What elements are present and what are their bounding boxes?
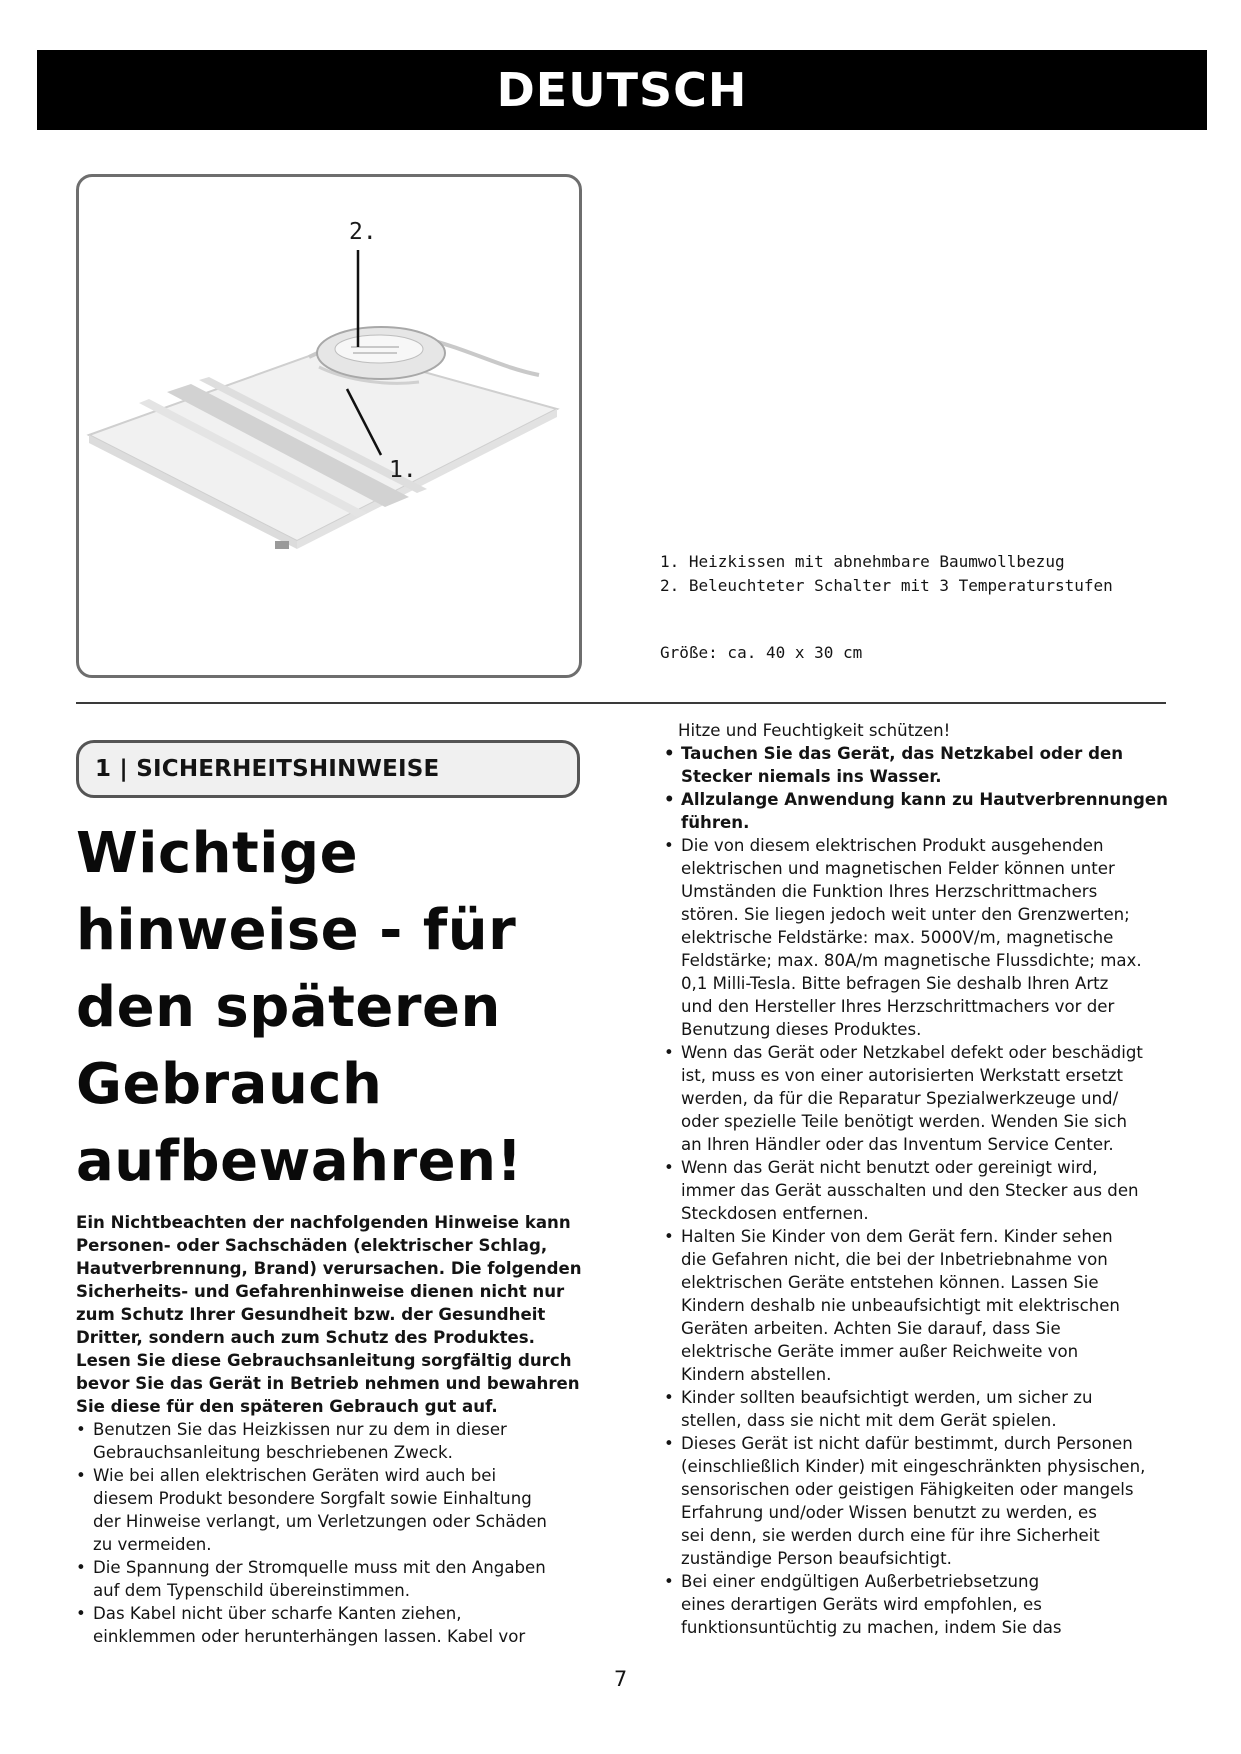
callout-pad: 1.	[389, 457, 417, 483]
bullet-line: Gebrauchsanleitung beschriebenen Zweck.	[93, 1443, 453, 1462]
bullet-line: Benutzung dieses Produktes.	[681, 1020, 922, 1039]
bullet-line: elektrische Feldstärke: max. 5000V/m, magnetische	[681, 928, 1114, 947]
safety-bullet	[664, 834, 1184, 1041]
bullet-line: Stecker niemals ins Wasser.	[681, 767, 942, 786]
heating-pad-illustration	[79, 177, 579, 675]
bullet-line: elektrische Geräte immer außer Reichweite von	[681, 1342, 1079, 1361]
intro-paragraph	[76, 1211, 596, 1418]
safety-bullet	[664, 1041, 1184, 1156]
bullet-line: sei denn, sie werden durch eine für ihre Sicherheit	[681, 1526, 1100, 1545]
bullet-line: Steckdosen entfernen.	[681, 1204, 869, 1223]
safety-bullet	[76, 1556, 596, 1602]
legend-item: 2. Beleuchteter Schalter mit 3 Temperaturstufen	[660, 576, 1113, 595]
bullet-line: führen.	[681, 813, 750, 832]
bullet-line: diesem Produkt besondere Sorgfalt sowie Einhaltung	[93, 1489, 532, 1508]
page-number: 7	[613, 1667, 628, 1691]
section-label-box	[76, 740, 580, 798]
bullet-line: stellen, dass sie nicht mit dem Gerät spielen.	[681, 1411, 1057, 1430]
safety-bullet	[664, 1225, 1184, 1386]
bullet-line: eines derartigen Geräts wird empfohlen, es	[681, 1595, 1042, 1614]
left-text-column	[76, 1211, 596, 1648]
bullet-line: oder spezielle Teile benötigt werden. Wenden Sie sich	[681, 1112, 1128, 1131]
bullet-line: • Das Kabel nicht über scharfe Kanten ziehen,	[93, 1604, 462, 1623]
bullet-line: auf dem Typenschild übereinstimmen.	[93, 1581, 411, 1600]
bullet-line: der Hinweise verlangt, um Verletzungen oder Schäden	[93, 1512, 547, 1531]
language-header-bar	[37, 50, 1207, 130]
intro-line: Personen- oder Sachschäden (elektrischer Schlag,	[76, 1236, 548, 1255]
safety-bullet	[664, 1432, 1184, 1570]
bullet-line: • Allzulange Anwendung kann zu Hautverbrennungen	[681, 790, 1168, 809]
bullet-line: Kindern deshalb nie unbeaufsichtigt mit elektrischen	[681, 1296, 1120, 1315]
bullet-line: an Ihren Händler oder das Inventum Service Center.	[681, 1135, 1114, 1154]
intro-line: Hautverbrennung, Brand) verursachen. Die folgenden	[76, 1259, 582, 1278]
bullet-line: Erfahrung und/oder Wissen benutzt zu werden, es	[681, 1503, 1097, 1522]
intro-line: Sie diese für den späteren Gebrauch gut auf.	[76, 1397, 498, 1416]
bullet-line: zuständige Person beaufsichtigt.	[681, 1549, 952, 1568]
heading-line: aufbewahren!	[76, 1129, 523, 1194]
heading-line: den späteren	[76, 975, 501, 1040]
bullet-line: • Wenn das Gerät nicht benutzt oder gereinigt wird,	[681, 1158, 1098, 1177]
bullet-line: Feldstärke; max. 80A/m magnetische Flussdichte; max.	[681, 951, 1142, 970]
size-note: Größe: ca. 40 x 30 cm	[660, 643, 863, 662]
bullet-line: immer das Gerät ausschalten und den Stecker aus den	[681, 1181, 1139, 1200]
bullet-line: Geräten arbeiten. Achten Sie darauf, dass Sie	[681, 1319, 1061, 1338]
bullet-line: • Halten Sie Kinder von dem Gerät fern. Kinder sehen	[681, 1227, 1113, 1246]
heading-line: Gebrauch	[76, 1052, 383, 1117]
bullet-line: • Die von diesem elektrischen Produkt ausgehenden	[681, 836, 1104, 855]
safety-bullet	[664, 788, 1184, 834]
intro-line: Lesen Sie diese Gebrauchsanleitung sorgfältig durch	[76, 1351, 572, 1370]
bullet-line: Kindern abstellen.	[681, 1365, 832, 1384]
bullet-line: zu vermeiden.	[93, 1535, 212, 1554]
bullet-line: • Die Spannung der Stromquelle muss mit den Angaben	[93, 1558, 546, 1577]
intro-line: Sicherheits- und Gefahrenhinweise dienen nicht nur	[76, 1282, 565, 1301]
bullet-line: • Benutzen Sie das Heizkissen nur zu dem in dieser	[93, 1420, 507, 1439]
safety-bullet	[76, 1418, 596, 1464]
safety-bullet	[664, 742, 1184, 788]
bullet-line: Umständen die Funktion Ihres Herzschrittmachers	[681, 882, 1098, 901]
heading-line: Wichtige	[76, 821, 359, 886]
bullet-line: elektrischen und magnetischen Felder können unter	[681, 859, 1115, 878]
bullet-line: die Gefahren nicht, die bei der Inbetriebnahme von	[681, 1250, 1108, 1269]
safety-bullet	[76, 1464, 596, 1556]
continued-line: Hitze und Feuchtigkeit schützen!	[678, 721, 951, 740]
bullet-line: • Kinder sollten beaufsichtigt werden, um sicher zu	[681, 1388, 1093, 1407]
safety-bullet	[664, 1386, 1184, 1432]
bullet-line: • Tauchen Sie das Gerät, das Netzkabel oder den	[681, 744, 1124, 763]
bullet-line: elektrischen Geräte entstehen können. Lassen Sie	[681, 1273, 1099, 1292]
callout-switch: 2.	[349, 219, 377, 245]
bullet-line: 0,1 Milli-Tesla. Bitte befragen Sie deshalb Ihren Artz	[681, 974, 1109, 993]
bullet-line: • Wie bei allen elektrischen Geräten wird auch bei	[93, 1466, 497, 1485]
bullet-line: und den Hersteller Ihres Herzschrittmachers vor der	[681, 997, 1115, 1016]
bullet-line: funktionsuntüchtig zu machen, indem Sie das	[681, 1618, 1062, 1637]
section-label: 1 | SICHERHEITSHINWEISE	[95, 756, 440, 782]
bullet-line: • Dieses Gerät ist nicht dafür bestimmt, durch Personen	[681, 1434, 1133, 1453]
bullet-line: • Bei einer endgültigen Außerbetriebsetzung	[681, 1572, 1040, 1591]
figure-legend	[660, 550, 1180, 598]
bullet-line: • Wenn das Gerät oder Netzkabel defekt oder beschädigt	[681, 1043, 1143, 1062]
section-divider	[76, 702, 1166, 704]
intro-line: Ein Nichtbeachten der nachfolgenden Hinweise kann	[76, 1213, 571, 1232]
bullet-line: (einschließlich Kinder) mit eingeschränkten physischen,	[681, 1457, 1146, 1476]
bullet-line: werden, da für die Reparatur Spezialwerkzeuge und/	[681, 1089, 1119, 1108]
product-figure-box	[76, 174, 582, 678]
intro-line: bevor Sie das Gerät in Betrieb nehmen und bewahren	[76, 1374, 580, 1393]
language-title: DEUTSCH	[496, 63, 748, 117]
right-text-column	[664, 719, 1184, 1639]
main-heading	[76, 815, 596, 1200]
bullet-line: sensorischen oder geistigen Fähigkeiten oder mangels	[681, 1480, 1134, 1499]
bullet-line: stören. Sie liegen jedoch weit unter den Grenzwerten;	[681, 905, 1130, 924]
safety-bullet	[664, 1156, 1184, 1225]
intro-line: Dritter, sondern auch zum Schutz des Produktes.	[76, 1328, 535, 1347]
bullet-line: ist, muss es von einer autorisierten Werkstatt ersetzt	[681, 1066, 1123, 1085]
safety-bullet	[76, 1602, 596, 1648]
legend-item: 1. Heizkissen mit abnehmbare Baumwollbezug	[660, 552, 1065, 571]
bullet-line: einklemmen oder herunterhängen lassen. Kabel vor	[93, 1627, 526, 1646]
safety-bullet	[664, 1570, 1184, 1639]
intro-line: zum Schutz Ihrer Gesundheit bzw. der Gesundheit	[76, 1305, 546, 1324]
heading-line: hinweise - für	[76, 898, 517, 963]
